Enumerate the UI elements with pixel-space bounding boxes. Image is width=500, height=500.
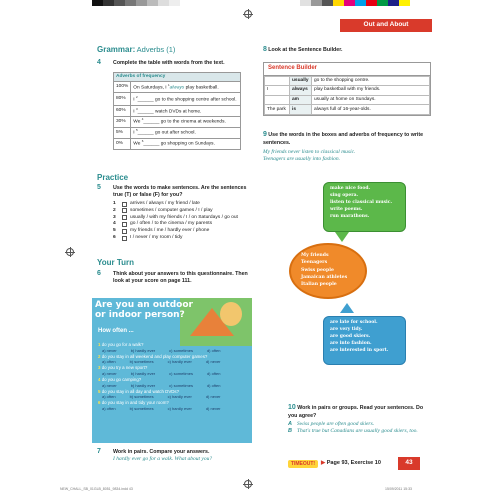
exercise-6: 6 Think about your answers to this questionnaire. Then look at your score on page 111. (97, 270, 248, 284)
quiz-option[interactable]: b) sometimes (129, 394, 154, 400)
page-number: 43 (398, 457, 420, 470)
quiz-questions (92, 342, 252, 412)
arrow-up-green-icon (335, 232, 349, 242)
list-item: 2 sometimes / computer games / I / play (113, 207, 213, 213)
exercise-10: 10 Work in pairs or groups. Read your sentences. Do you agree? (288, 404, 424, 419)
exercise-9-example: My friends never listen to classical music. Teenagers are usually into fashion. (263, 149, 356, 162)
quiz-option[interactable]: c) hardly ever (167, 405, 192, 411)
print-slug-right: 15/09/2011 15:33 (385, 487, 412, 491)
quiz-question: 2 do you stay in all weekend and play computer games? a) often b) sometimes c) hardly ever d) never (98, 353, 221, 365)
list-item: 5 my friends / me / hardly ever / phone (113, 228, 210, 234)
quiz-question: 5 do you stay in all day and watch DVDs? a) often b) sometimes c) hardly ever d) never (98, 388, 221, 400)
grammar-heading: Grammar: Adverbs (1) (97, 45, 176, 54)
checkbox[interactable] (122, 202, 127, 207)
checkbox[interactable] (122, 215, 127, 220)
quiz-question: 6 do you stay in and tidy your room? a) often b) sometimes c) hardly ever d) never (98, 400, 221, 411)
print-slug-left: NEW_CHALL_SB_01GLB_8051_9834.indd 43 (60, 487, 133, 491)
list-item: 1 arrives / always / my friend / late (113, 201, 200, 206)
complement-box-blue: are late for school. are very tidy. are good skiers. are into fashion. are interested in sport. (323, 316, 406, 365)
questionnaire (92, 298, 252, 443)
quiz-option[interactable]: a) often (102, 405, 116, 411)
cmyk-color-bar (300, 0, 410, 6)
quiz-option[interactable]: a) never (102, 382, 117, 388)
registration-mark-icon (244, 10, 252, 18)
exercise-4: 4 Complete the table with words from the text. (97, 59, 225, 66)
quiz-option[interactable]: d) never (205, 359, 221, 365)
quiz-subtitle: How often ... (98, 328, 134, 334)
quiz-option[interactable]: c) sometimes (169, 347, 193, 353)
quiz-option[interactable]: a) never (102, 347, 117, 353)
quiz-option[interactable]: c) hardly ever (167, 394, 192, 400)
exercise-5: 5 Use the words to make sentences. Are the sentences true (T) or false (F) for you? (97, 184, 247, 198)
exercise-10-example: A Swiss people are often good skiers. B That's true but Canadians are usually good skiers, too. (288, 421, 418, 434)
registration-mark-icon (66, 248, 74, 256)
quiz-option[interactable]: b) hardly ever (130, 382, 156, 388)
quiz-option[interactable]: a) never (102, 370, 117, 376)
grayscale-color-bar (92, 0, 180, 6)
subject-circle-orange: My friends Teenagers Swiss people Jamaican athletes Italian people (289, 243, 367, 299)
quiz-option[interactable]: d) often (206, 382, 221, 388)
quiz-option[interactable]: b) hardly ever (130, 370, 156, 376)
timeout-badge: TIMEOUT! (288, 460, 318, 468)
quiz-option[interactable]: b) sometimes (129, 405, 154, 411)
checkbox[interactable] (122, 229, 127, 234)
quiz-option[interactable]: c) sometimes (169, 370, 193, 376)
sentence-builder-table: usually go to the shopping centre. I always play basketball with my friends. am usually at home on Sundays. The park is always full of 16-year-olds. (264, 76, 430, 115)
checkbox[interactable] (122, 208, 127, 213)
quiz-option[interactable]: a) often (102, 359, 116, 365)
arrow-down-blue-icon (340, 303, 354, 313)
quiz-title: Are you an outdoor or indoor person? (95, 300, 193, 320)
sentence-builder (263, 62, 431, 116)
arrow-right-icon: ▶ (321, 460, 326, 466)
exercise-9: 9 Use the words in the boxes and adverbs of frequency to write sentences. (263, 131, 424, 146)
quiz-option[interactable]: b) sometimes (129, 359, 154, 365)
verb-box-green: make nice food. sing opera. listen to classical music. write poems. run marathons. (323, 182, 406, 232)
quiz-option[interactable]: c) sometimes (169, 382, 193, 388)
practice-list (113, 201, 253, 242)
exercise-8: 8 Look at the Sentence Builder. (263, 46, 343, 53)
quiz-question: 1 do you go for a walk? a) never b) hardly ever c) sometimes d) often (98, 342, 221, 353)
registration-mark-icon (244, 480, 252, 488)
list-item: 6 I / never / my room / tidy (113, 235, 183, 241)
quiz-option[interactable]: c) hardly ever (167, 359, 192, 365)
quiz-question: 3 do you try a new sport? a) never b) hardly ever c) sometimes d) often (98, 365, 221, 376)
your-turn-heading: Your Turn (97, 258, 135, 267)
practice-heading: Practice (97, 173, 129, 182)
checkbox[interactable] (122, 222, 127, 227)
section-tab: Out and About (340, 19, 432, 32)
quiz-option[interactable]: d) often (206, 370, 221, 376)
page-reference: ▶ Page 93, Exercise 10 (321, 460, 381, 466)
checkbox[interactable] (122, 236, 127, 241)
list-item: 4 go / often / to the cinema / my parents (113, 221, 213, 227)
exercise-7: 7 Work in pairs. Compare your answers. I hardly ever go for a walk. What about you? (97, 448, 213, 462)
list-item: 3 usually / with my friends / I / on Saturdays / go out (113, 214, 238, 220)
quiz-option[interactable]: a) often (102, 394, 116, 400)
quiz-question: 4 do you go camping? a) never b) hardly ever c) sometimes d) often (98, 377, 221, 388)
sentence-builder-title: Sentence Builder (264, 63, 430, 76)
quiz-option[interactable]: d) often (206, 347, 221, 353)
quiz-option[interactable]: d) never (205, 394, 221, 400)
quiz-option[interactable]: b) hardly ever (130, 347, 156, 353)
frequency-table: Adverbs of frequency 100% On Saturdays, I $^1$always play basketball. 80% I $^2$______ go to the shopping centre after school. 60% I $^3$______ watch DVDs at home. 30% We $^4$______ go to the cinema at weekends. 5% I $^5$______ go out after school. 0% We $^6$______ go shopping on Sundays. (113, 72, 241, 150)
quiz-option[interactable]: d) never (205, 405, 221, 411)
